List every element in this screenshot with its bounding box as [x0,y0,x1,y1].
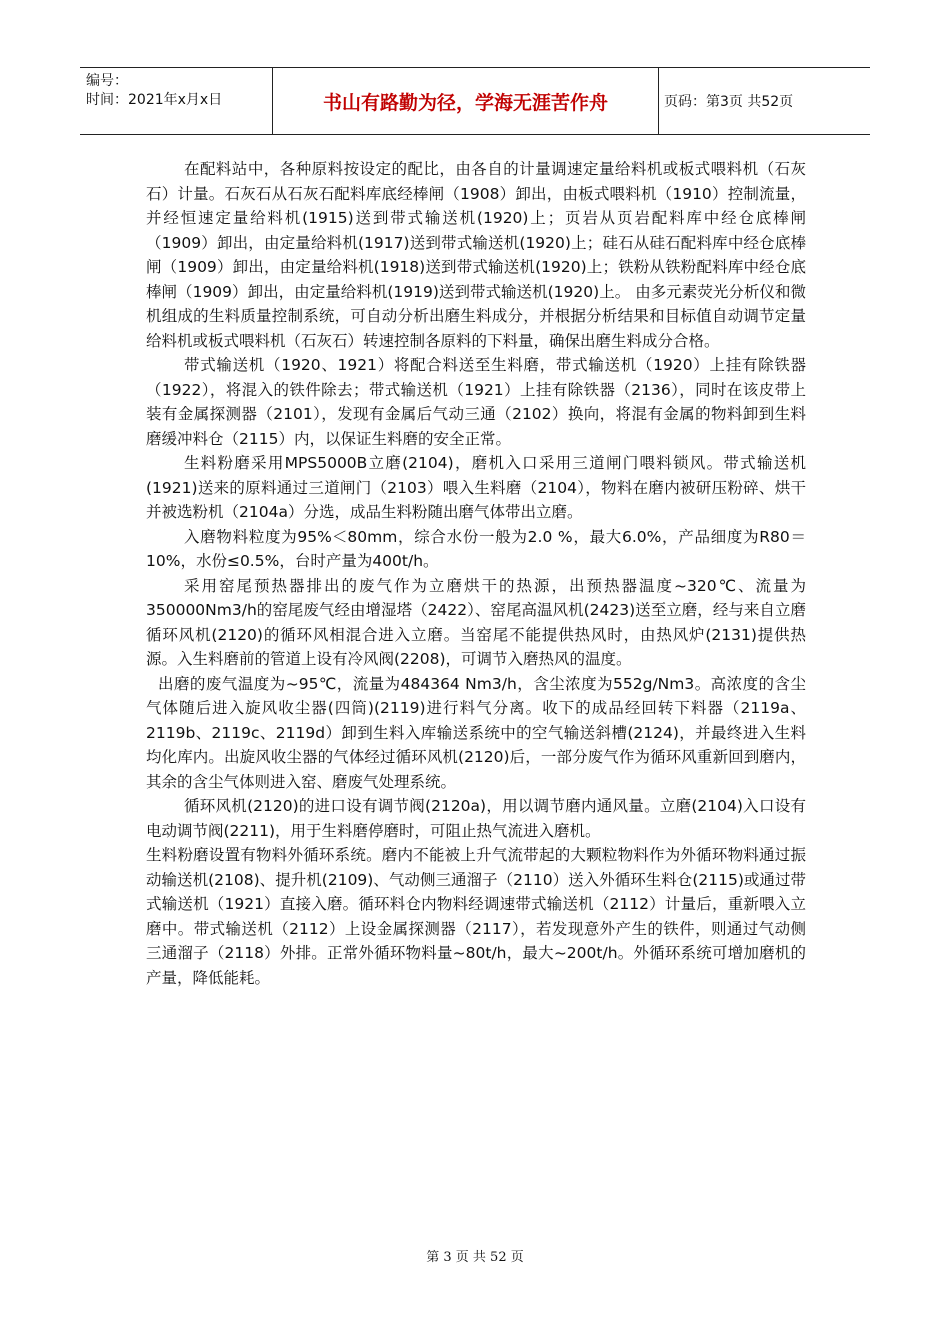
page-header [80,67,870,135]
header-meta [86,72,266,110]
paragraph: 在配料站中，各种原料按设定的配比，由各自的计量调速定量给料机或板式喂料机（石灰石）计量。石灰石从石灰石配料库底经棒闸（1908）卸出，由板式喂料机（1910）控制流量，并经恒速定量给料机(1915)送到带式输送机(1920)上；页岩从页岩配料库中经仓底棒闸（1909）卸出，由定量给料机(1917)送到带式输送机(1920)上；硅石从硅石配料库中经仓底棒闸（1909）卸出，由定量给料机(1918)送到带式输送机(1920)上；铁粉从铁粉配料库中经仓底棒闸（1909）卸出，由定量给料机(1919)送到带式输送机(1920)上。 由多元素荧光分析仪和微机组成的生料质量控制系统，可自动分析出磨生料成分，并根据分析结果和目标值自动调节定量给料机或板式喂料机（石灰石）转速控制各原料的下料量，确保出磨生料成分合格。 [146,160,806,350]
header-divider [658,68,659,134]
paragraph: 入磨物料粒度为95%＜80mm，综合水份一般为2.0 %，最大6.0%，产品细度为R80＝10%，水份≤0.5%，台时产量为400t/h。 [146,527,806,570]
document-number: 编号： [86,73,128,89]
paragraph: 生料粉磨设置有物料外循环系统。磨内不能被上升气流带起的大颗粒物料作为外循环物料通过振动输送机(2108)、提升机(2109)、气动侧三通溜子（2110）送入外循环生料仓(2115)或通过带式输送机（1921）直接入磨。循环料仓内物料经调速带式输送机（2112）计量后，重新喂入立磨中。带式输送机（2112）上设金属探测器（2117），若发现意外产生的铁件，则通过气动侧三通溜子（2118）外排。正常外循环物料量~80t/h，最大~200t/h。外循环系统可增加磨机的产量，降低能耗。 [146,846,806,987]
document-date: 时间：2021年x月x日 [86,92,223,108]
header-motto: 书山有路勤为径，学海无涯苦作舟 [322,91,608,114]
document-body [146,157,806,990]
page-footer: 第 3 页 共 52 页 [426,1250,524,1265]
paragraph: 采用窑尾预热器排出的废气作为立磨烘干的热源，出预热器温度~320℃、流量为350000Nm3/h的窑尾废气经由增湿塔（2422）、窑尾高温风机(2423)送至立磨，经与来自立磨循环风机(2120)的循环风相混合进入立磨。当窑尾不能提供热风时，由热风炉(2131)提供热源。入生料磨前的管道上设有冷风阀(2208)，可调节入磨热风的温度。 [146,576,806,668]
paragraph: 生料粉磨采用MPS5000B立磨(2104)，磨机入口采用三道闸门喂料锁风。带式输送机(1921)送来的原料通过三道闸门（2103）喂入生料磨（2104），物料在磨内被研压粉碎、烘干并被选粉机（2104a）分选，成品生料粉随出磨气体带出立磨。 [146,454,806,521]
paragraph: 带式输送机（1920、1921）将配合料送至生料磨，带式输送机（1920）上挂有除铁器（1922），将混入的铁件除去；带式输送机（1921）上挂有除铁器（2136），同时在该皮带上装有金属探测器（2101），发现有金属后气动三通（2102）换向，将混有金属的物料卸到生料磨缓冲料仓（2115）内，以保证生料磨的安全正常。 [146,356,806,448]
paragraph: 循环风机(2120)的进口设有调节阀(2120a)，用以调节磨内通风量。立磨(2104)入口设有电动调节阀(2211)，用于生料磨停磨时，可阻止热气流进入磨机。 [146,797,806,840]
paragraph: 出磨的废气温度为~95℃，流量为484364 Nm3/h，含尘浓度为552g/Nm3。高浓度的含尘气体随后进入旋风收尘器(四筒)(2119)进行料气分离。收下的成品经回转下料器（2119a、2119b、2119c、2119d）卸到生料入库输送系统中的空气输送斜槽(2124)，并最终进入生料均化库内。出旋风收尘器的气体经过循环风机(2120)后，一部分废气作为循环风重新回到磨内，其余的含尘气体则进入窑、磨废气处理系统。 [146,674,806,791]
header-page-number: 页码：第3页 共52页 [664,94,794,110]
